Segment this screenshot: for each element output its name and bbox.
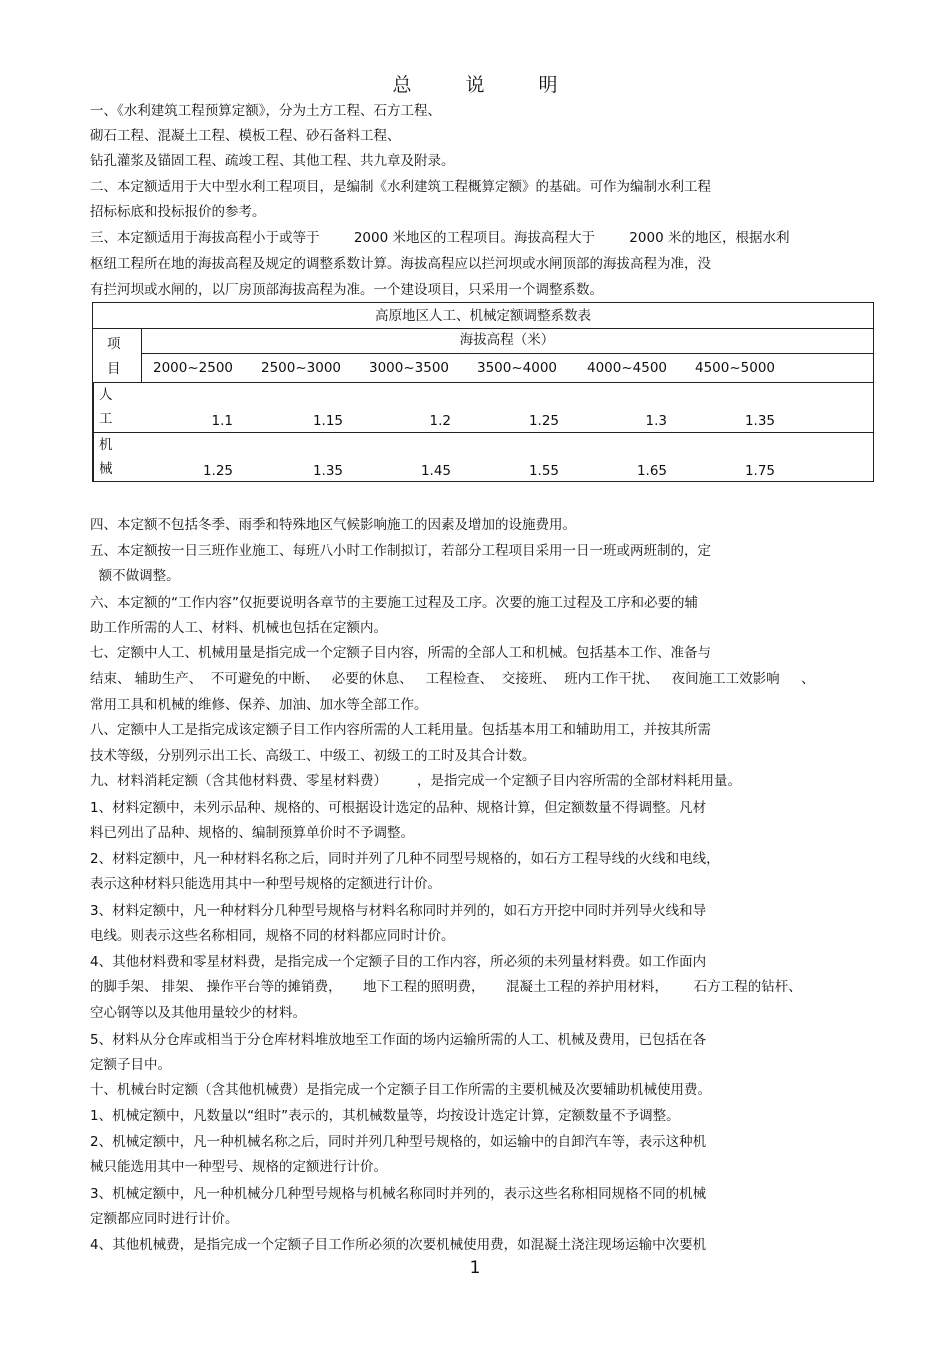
body-line: 七、定额中人工、机械用量是指完成一个定额子目内容，所需的全部人工和机械。包括基本工作、准备与 <box>90 645 711 661</box>
intro-line: 砌石工程、混凝土工程、模板工程、砂石备料工程、 <box>90 128 401 144</box>
table-cell: 1.25 <box>202 463 233 479</box>
intro-line: 三、本定额适用于海拔高程小于或等于 2000 米地区的工程项目。海拔高程大于 2000 米的地区，根据水利 <box>90 230 790 246</box>
table-group-header: 海拔高程（米） <box>459 332 555 348</box>
table-cell: 1.2 <box>429 413 451 429</box>
body-line: 1、机械定额中，凡数量以“组时”表示的，其机械数量等，均按设计选定计算，定额数量不予调整。 <box>90 1108 680 1124</box>
table-col-header-2: 目 <box>107 361 121 377</box>
body-line: 表示这种材料只能选用其中一种型号规格的定额进行计价。 <box>90 876 441 892</box>
table-cell: 1.3 <box>645 413 667 429</box>
table-row-label: 机 <box>99 437 113 453</box>
body-line: 料已列出了品种、规格的、编制预算单价时不予调整。 <box>90 825 414 841</box>
body-line: 四、本定额不包括冬季、雨季和特殊地区气候影响施工的因素及增加的设施费用。 <box>90 517 576 533</box>
intro-line: 招标标底和投标报价的参考。 <box>90 204 266 220</box>
body-line: 九、材料消耗定额（含其他材料费、零星材料费） ，是指完成一个定额子目内容所需的全部材料耗用量。 <box>90 773 742 789</box>
body-line: 5、材料从分仓库或相当于分仓库材料堆放地至工作面的场内运输所需的人工、机械及费用，已包括在各 <box>90 1032 707 1048</box>
body-line: 六、本定额的“工作内容”仅扼要说明各章节的主要施工过程及工序。次要的施工过程及工序和必要的辅 <box>90 595 698 611</box>
intro-line: 枢纽工程所在地的海拔高程及规定的调整系数计算。海拔高程应以拦河坝或水闸顶部的海拔高程为准，没 <box>90 256 711 272</box>
table-col-header-1: 项 <box>107 336 121 352</box>
table-range-header: 2500~3000 <box>260 360 342 376</box>
intro-line: 钻孔灌浆及锚固工程、疏竣工程、其他工程、共九章及附录。 <box>90 153 455 169</box>
intro-line: 一、《水利建筑工程预算定额》，分为土方工程、石方工程、 <box>90 103 441 119</box>
body-line: 械只能选用其中一种型号、规格的定额进行计价。 <box>90 1159 387 1175</box>
body-line: 十、机械台时定额（含其他机械费）是指完成一个定额子目工作所需的主要机械及次要辅助机械使用费。 <box>90 1082 711 1098</box>
body-line: 定额都应同时进行计价。 <box>90 1211 239 1227</box>
intro-line: 有拦河坝或水闸的，以厂房顶部海拔高程为准。一个建设项目，只采用一个调整系数。 <box>90 282 603 298</box>
body-line: 技术等级，分别列示出工长、高级工、中级工、初级工的工时及其合计数。 <box>90 748 536 764</box>
body-line: 八、定额中人工是指完成该定额子目工作内容所需的人工耗用量。包括基本用工和辅助用工，并按其所需 <box>90 722 711 738</box>
table-cell: 1.1 <box>211 413 233 429</box>
table-cell: 1.35 <box>744 413 775 429</box>
table-row-label: 人 <box>99 387 113 403</box>
table-cell: 1.35 <box>312 463 343 479</box>
table-cell: 1.45 <box>420 463 451 479</box>
body-line: 定额子目中。 <box>90 1057 171 1073</box>
table-cell: 1.25 <box>528 413 559 429</box>
body-line: 2、机械定额中，凡一种机械名称之后，同时并列几种型号规格的，如运输中的自卸汽车等，表示这种机 <box>90 1134 707 1150</box>
table-cell: 1.55 <box>528 463 559 479</box>
body-line: 电线。则表示这些名称相同，规格不同的材料都应同时计价。 <box>90 928 455 944</box>
body-line: 空心钢等以及其他用量较少的材料。 <box>90 1005 306 1021</box>
body-line: 3、机械定额中，凡一种机械分几种型号规格与机械名称同时并列的，表示这些名称相同规格不同的机械 <box>90 1186 707 1202</box>
table-range-header: 2000~2500 <box>152 360 234 376</box>
body-line: 结束、 辅助生产、 不可避免的中断、 必要的休息、 工程检查、 交接班、 班内工作干扰、 夜间施工工效影响 、 <box>90 671 815 687</box>
table-range-header: 4500~5000 <box>694 360 776 376</box>
body-line: 2、材料定额中，凡一种材料名称之后，同时并列了几种不同型号规格的，如石方工程导线的火线和电线， <box>90 851 720 867</box>
body-line: 4、其他材料费和零星材料费，是指完成一个定额子目的工作内容，所必须的未列量材料费。如工作面内 <box>90 954 707 970</box>
body-line: 助工作所需的人工、材料、机械也包括在定额内。 <box>90 620 387 636</box>
intro-line: 二、本定额适用于大中型水利工程项目，是编制《水利建筑工程概算定额》的基础。可作为编制水利工程 <box>90 179 711 195</box>
table-cell: 1.65 <box>636 463 667 479</box>
table-range-header: 4000~4500 <box>586 360 668 376</box>
body-line: 1、材料定额中，未列示品种、规格的、可根据设计选定的品种、规格计算，但定额数量不得调整。凡材 <box>90 800 707 816</box>
table-caption: 高原地区人工、机械定额调整系数表 <box>375 308 591 324</box>
table-row-label: 工 <box>99 411 113 427</box>
table-range-header: 3000~3500 <box>368 360 450 376</box>
body-line: 4、其他机械费，是指完成一个定额子目工作所必须的次要机械使用费，如混凝土浇注现场运输中次要机 <box>90 1237 707 1253</box>
table-cell: 1.75 <box>744 463 775 479</box>
page-number: 1 <box>469 1258 481 1278</box>
table-cell: 1.15 <box>312 413 343 429</box>
body-line: 3、材料定额中，凡一种材料分几种型号规格与材料名称同时并列的，如石方开挖中同时并列导火线和导 <box>90 903 707 919</box>
body-line: 五、本定额按一日三班作业施工、每班八小时工作制拟订，若部分工程项目采用一日一班或两班制的，定 <box>90 543 711 559</box>
table-range-header: 3500~4000 <box>476 360 558 376</box>
body-line: 的脚手架、 排架、 操作平台等的摊销费， 地下工程的照明费， 混凝土工程的养护用材料， 石方工程的钻杆、 <box>90 979 802 995</box>
body-line: 额不做调整。 <box>90 568 180 584</box>
adjustment-table <box>92 302 874 482</box>
table-row-label: 械 <box>99 461 113 477</box>
page-title: 总 说 明 <box>392 74 582 96</box>
body-line: 常用工具和机械的维修、保养、加油、加水等全部工作。 <box>90 697 428 713</box>
